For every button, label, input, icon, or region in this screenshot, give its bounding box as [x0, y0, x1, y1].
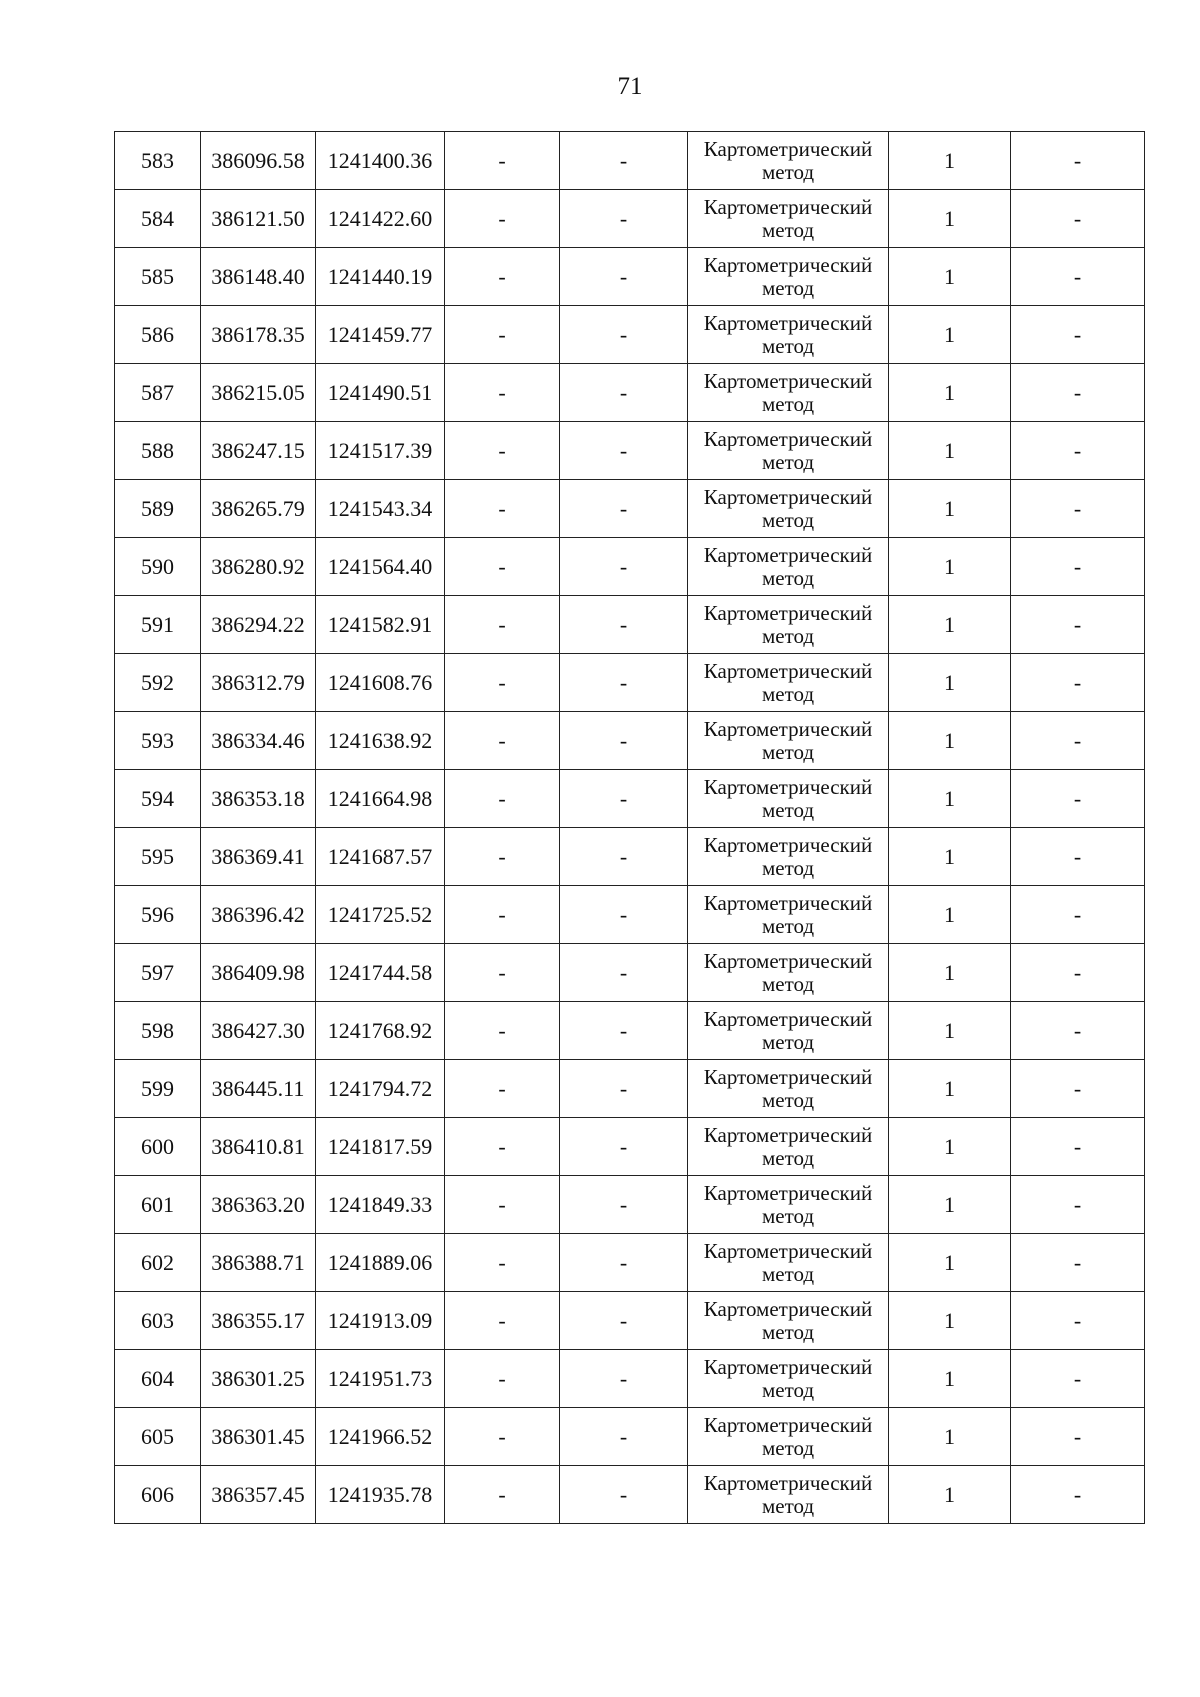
- method-line1: Картометрический: [703, 368, 873, 393]
- x-coordinate-cell: 386388.71: [201, 1234, 316, 1292]
- method-line2: метод: [761, 1087, 815, 1112]
- accuracy-cell: 1: [889, 712, 1011, 770]
- method-line1: Картометрический: [703, 252, 873, 277]
- method-cell: [688, 1234, 889, 1292]
- y-coordinate-cell: 1241664.98: [316, 770, 445, 828]
- method-cell: [688, 190, 889, 248]
- x-coordinate-cell: 386334.46: [201, 712, 316, 770]
- method-line1: Картометрический: [703, 948, 873, 973]
- accuracy-cell: 1: [889, 1350, 1011, 1408]
- column4-cell: -: [445, 1466, 560, 1524]
- method-line1: Картометрический: [703, 832, 873, 857]
- table-row: [115, 1408, 1145, 1466]
- table-row: [115, 828, 1145, 886]
- x-coordinate-cell: 386148.40: [201, 248, 316, 306]
- point-number-cell: 603: [115, 1292, 201, 1350]
- method-cell: [688, 596, 889, 654]
- column8-cell: -: [1011, 190, 1145, 248]
- x-coordinate-cell: 386301.45: [201, 1408, 316, 1466]
- table-row: [115, 770, 1145, 828]
- column5-cell: -: [560, 944, 688, 1002]
- method-line2: метод: [761, 391, 815, 416]
- point-number-cell: 602: [115, 1234, 201, 1292]
- method-line1: Картометрический: [703, 890, 873, 915]
- column4-cell: -: [445, 1060, 560, 1118]
- column5-cell: -: [560, 1292, 688, 1350]
- coordinates-table: [114, 131, 1145, 1524]
- y-coordinate-cell: 1241817.59: [316, 1118, 445, 1176]
- method-cell: [688, 1002, 889, 1060]
- x-coordinate-cell: 386396.42: [201, 886, 316, 944]
- x-coordinate-cell: 386355.17: [201, 1292, 316, 1350]
- method-line2: метод: [761, 1029, 815, 1054]
- method-cell: [688, 364, 889, 422]
- column8-cell: -: [1011, 306, 1145, 364]
- point-number-cell: 601: [115, 1176, 201, 1234]
- column4-cell: -: [445, 190, 560, 248]
- point-number-cell: 589: [115, 480, 201, 538]
- column4-cell: -: [445, 1118, 560, 1176]
- accuracy-cell: 1: [889, 1060, 1011, 1118]
- method-line2: метод: [761, 1203, 815, 1228]
- y-coordinate-cell: 1241687.57: [316, 828, 445, 886]
- point-number-cell: 592: [115, 654, 201, 712]
- accuracy-cell: 1: [889, 364, 1011, 422]
- x-coordinate-cell: 386301.25: [201, 1350, 316, 1408]
- column4-cell: -: [445, 1408, 560, 1466]
- table-row: [115, 480, 1145, 538]
- accuracy-cell: 1: [889, 538, 1011, 596]
- column8-cell: -: [1011, 886, 1145, 944]
- column4-cell: -: [445, 132, 560, 190]
- column8-cell: -: [1011, 1176, 1145, 1234]
- point-number-cell: 596: [115, 886, 201, 944]
- method-line2: метод: [761, 449, 815, 474]
- accuracy-cell: 1: [889, 654, 1011, 712]
- column4-cell: -: [445, 364, 560, 422]
- column4-cell: -: [445, 538, 560, 596]
- method-line2: метод: [761, 623, 815, 648]
- table-row: [115, 1118, 1145, 1176]
- column5-cell: -: [560, 1176, 688, 1234]
- method-line1: Картометрический: [703, 658, 873, 683]
- y-coordinate-cell: 1241913.09: [316, 1292, 445, 1350]
- table-row: [115, 248, 1145, 306]
- point-number-cell: 586: [115, 306, 201, 364]
- point-number-cell: 595: [115, 828, 201, 886]
- column4-cell: -: [445, 828, 560, 886]
- method-cell: [688, 248, 889, 306]
- method-line2: метод: [761, 217, 815, 242]
- column5-cell: -: [560, 1002, 688, 1060]
- table-row: [115, 1060, 1145, 1118]
- y-coordinate-cell: 1241638.92: [316, 712, 445, 770]
- method-line1: Картометрический: [703, 194, 873, 219]
- column5-cell: -: [560, 596, 688, 654]
- accuracy-cell: 1: [889, 422, 1011, 480]
- method-line1: Картометрический: [703, 426, 873, 451]
- accuracy-cell: 1: [889, 944, 1011, 1002]
- method-line1: Картометрический: [703, 1470, 873, 1495]
- accuracy-cell: 1: [889, 248, 1011, 306]
- x-coordinate-cell: 386409.98: [201, 944, 316, 1002]
- table-row: [115, 886, 1145, 944]
- method-cell: [688, 1118, 889, 1176]
- table-row: [115, 712, 1145, 770]
- method-line1: Картометрический: [703, 1412, 873, 1437]
- column5-cell: -: [560, 712, 688, 770]
- column4-cell: -: [445, 596, 560, 654]
- point-number-cell: 585: [115, 248, 201, 306]
- column5-cell: -: [560, 190, 688, 248]
- y-coordinate-cell: 1241935.78: [316, 1466, 445, 1524]
- y-coordinate-cell: 1241517.39: [316, 422, 445, 480]
- x-coordinate-cell: 386121.50: [201, 190, 316, 248]
- column4-cell: -: [445, 480, 560, 538]
- x-coordinate-cell: 386427.30: [201, 1002, 316, 1060]
- method-line2: метод: [761, 797, 815, 822]
- x-coordinate-cell: 386096.58: [201, 132, 316, 190]
- table-row: [115, 654, 1145, 712]
- point-number-cell: 598: [115, 1002, 201, 1060]
- column5-cell: -: [560, 1060, 688, 1118]
- accuracy-cell: 1: [889, 1408, 1011, 1466]
- method-cell: [688, 422, 889, 480]
- y-coordinate-cell: 1241744.58: [316, 944, 445, 1002]
- column5-cell: -: [560, 654, 688, 712]
- method-line1: Картометрический: [703, 600, 873, 625]
- method-line1: Картометрический: [703, 716, 873, 741]
- y-coordinate-cell: 1241400.36: [316, 132, 445, 190]
- column5-cell: -: [560, 248, 688, 306]
- accuracy-cell: 1: [889, 1234, 1011, 1292]
- point-number-cell: 590: [115, 538, 201, 596]
- table-row: [115, 1234, 1145, 1292]
- column8-cell: -: [1011, 1466, 1145, 1524]
- method-line1: Картометрический: [703, 1238, 873, 1263]
- x-coordinate-cell: 386178.35: [201, 306, 316, 364]
- point-number-cell: 606: [115, 1466, 201, 1524]
- accuracy-cell: 1: [889, 132, 1011, 190]
- page-number: 71: [617, 73, 643, 100]
- table-row: [115, 1350, 1145, 1408]
- column8-cell: -: [1011, 1002, 1145, 1060]
- x-coordinate-cell: 386247.15: [201, 422, 316, 480]
- column4-cell: -: [445, 654, 560, 712]
- table-row: [115, 1176, 1145, 1234]
- y-coordinate-cell: 1241889.06: [316, 1234, 445, 1292]
- method-line2: метод: [761, 1493, 815, 1518]
- column4-cell: -: [445, 712, 560, 770]
- x-coordinate-cell: 386357.45: [201, 1466, 316, 1524]
- x-coordinate-cell: 386363.20: [201, 1176, 316, 1234]
- column4-cell: -: [445, 306, 560, 364]
- method-line2: метод: [761, 739, 815, 764]
- method-line1: Картометрический: [703, 136, 873, 161]
- method-line2: метод: [761, 681, 815, 706]
- method-line1: Картометрический: [703, 310, 873, 335]
- accuracy-cell: 1: [889, 480, 1011, 538]
- accuracy-cell: 1: [889, 596, 1011, 654]
- method-line2: метод: [761, 507, 815, 532]
- method-cell: [688, 1466, 889, 1524]
- accuracy-cell: 1: [889, 1466, 1011, 1524]
- accuracy-cell: 1: [889, 828, 1011, 886]
- column5-cell: -: [560, 306, 688, 364]
- method-cell: [688, 886, 889, 944]
- method-cell: [688, 712, 889, 770]
- method-cell: [688, 306, 889, 364]
- method-line2: метод: [761, 159, 815, 184]
- table-row: [115, 132, 1145, 190]
- y-coordinate-cell: 1241768.92: [316, 1002, 445, 1060]
- method-cell: [688, 944, 889, 1002]
- accuracy-cell: 1: [889, 306, 1011, 364]
- column4-cell: -: [445, 886, 560, 944]
- table-row: [115, 364, 1145, 422]
- method-line1: Картометрический: [703, 1064, 873, 1089]
- method-cell: [688, 1292, 889, 1350]
- point-number-cell: 599: [115, 1060, 201, 1118]
- column5-cell: -: [560, 828, 688, 886]
- point-number-cell: 597: [115, 944, 201, 1002]
- method-cell: [688, 538, 889, 596]
- method-line2: метод: [761, 1261, 815, 1286]
- table-row: [115, 1292, 1145, 1350]
- y-coordinate-cell: 1241564.40: [316, 538, 445, 596]
- column4-cell: -: [445, 1176, 560, 1234]
- table-row: [115, 422, 1145, 480]
- x-coordinate-cell: 386353.18: [201, 770, 316, 828]
- point-number-cell: 600: [115, 1118, 201, 1176]
- column8-cell: -: [1011, 712, 1145, 770]
- column8-cell: -: [1011, 1350, 1145, 1408]
- table-row: [115, 538, 1145, 596]
- method-cell: [688, 1060, 889, 1118]
- y-coordinate-cell: 1241440.19: [316, 248, 445, 306]
- point-number-cell: 587: [115, 364, 201, 422]
- method-line2: метод: [761, 275, 815, 300]
- column4-cell: -: [445, 248, 560, 306]
- x-coordinate-cell: 386369.41: [201, 828, 316, 886]
- column8-cell: -: [1011, 828, 1145, 886]
- method-cell: [688, 770, 889, 828]
- point-number-cell: 605: [115, 1408, 201, 1466]
- x-coordinate-cell: 386312.79: [201, 654, 316, 712]
- column5-cell: -: [560, 480, 688, 538]
- column5-cell: -: [560, 886, 688, 944]
- column8-cell: -: [1011, 1408, 1145, 1466]
- x-coordinate-cell: 386265.79: [201, 480, 316, 538]
- accuracy-cell: 1: [889, 770, 1011, 828]
- column8-cell: -: [1011, 132, 1145, 190]
- method-cell: [688, 132, 889, 190]
- column8-cell: -: [1011, 1060, 1145, 1118]
- x-coordinate-cell: 386215.05: [201, 364, 316, 422]
- method-line2: метод: [761, 971, 815, 996]
- point-number-cell: 584: [115, 190, 201, 248]
- method-line1: Картометрический: [703, 484, 873, 509]
- accuracy-cell: 1: [889, 1292, 1011, 1350]
- column8-cell: -: [1011, 1292, 1145, 1350]
- table-row: [115, 306, 1145, 364]
- column8-cell: -: [1011, 364, 1145, 422]
- y-coordinate-cell: 1241582.91: [316, 596, 445, 654]
- method-line1: Картометрический: [703, 1354, 873, 1379]
- column5-cell: -: [560, 364, 688, 422]
- y-coordinate-cell: 1241951.73: [316, 1350, 445, 1408]
- accuracy-cell: 1: [889, 190, 1011, 248]
- column5-cell: -: [560, 1350, 688, 1408]
- column8-cell: -: [1011, 248, 1145, 306]
- method-line2: метод: [761, 333, 815, 358]
- y-coordinate-cell: 1241725.52: [316, 886, 445, 944]
- method-line2: метод: [761, 1145, 815, 1170]
- method-cell: [688, 828, 889, 886]
- method-cell: [688, 1176, 889, 1234]
- column5-cell: -: [560, 1466, 688, 1524]
- column8-cell: -: [1011, 422, 1145, 480]
- y-coordinate-cell: 1241490.51: [316, 364, 445, 422]
- column4-cell: -: [445, 944, 560, 1002]
- method-line1: Картометрический: [703, 542, 873, 567]
- column8-cell: -: [1011, 480, 1145, 538]
- point-number-cell: 594: [115, 770, 201, 828]
- table-row: [115, 1002, 1145, 1060]
- method-line2: метод: [761, 855, 815, 880]
- table-body: [115, 132, 1145, 1524]
- column5-cell: -: [560, 538, 688, 596]
- method-line2: метод: [761, 565, 815, 590]
- column8-cell: -: [1011, 770, 1145, 828]
- method-line1: Картометрический: [703, 1122, 873, 1147]
- y-coordinate-cell: 1241849.33: [316, 1176, 445, 1234]
- y-coordinate-cell: 1241543.34: [316, 480, 445, 538]
- accuracy-cell: 1: [889, 1118, 1011, 1176]
- method-line1: Картометрический: [703, 1006, 873, 1031]
- column8-cell: -: [1011, 944, 1145, 1002]
- column5-cell: -: [560, 422, 688, 480]
- method-line2: метод: [761, 1377, 815, 1402]
- table-row: [115, 1466, 1145, 1524]
- method-line2: метод: [761, 1319, 815, 1344]
- column4-cell: -: [445, 1350, 560, 1408]
- y-coordinate-cell: 1241608.76: [316, 654, 445, 712]
- method-line1: Картометрический: [703, 1180, 873, 1205]
- x-coordinate-cell: 386280.92: [201, 538, 316, 596]
- method-cell: [688, 480, 889, 538]
- y-coordinate-cell: 1241422.60: [316, 190, 445, 248]
- accuracy-cell: 1: [889, 1176, 1011, 1234]
- table-row: [115, 596, 1145, 654]
- method-cell: [688, 1350, 889, 1408]
- x-coordinate-cell: 386445.11: [201, 1060, 316, 1118]
- method-line2: метод: [761, 1435, 815, 1460]
- column5-cell: -: [560, 1408, 688, 1466]
- point-number-cell: 583: [115, 132, 201, 190]
- column5-cell: -: [560, 1118, 688, 1176]
- table-row: [115, 944, 1145, 1002]
- column5-cell: -: [560, 770, 688, 828]
- method-line1: Картометрический: [703, 1296, 873, 1321]
- x-coordinate-cell: 386294.22: [201, 596, 316, 654]
- column4-cell: -: [445, 1234, 560, 1292]
- accuracy-cell: 1: [889, 886, 1011, 944]
- column4-cell: -: [445, 422, 560, 480]
- point-number-cell: 593: [115, 712, 201, 770]
- column8-cell: -: [1011, 654, 1145, 712]
- column5-cell: -: [560, 132, 688, 190]
- accuracy-cell: 1: [889, 1002, 1011, 1060]
- method-line2: метод: [761, 913, 815, 938]
- point-number-cell: 588: [115, 422, 201, 480]
- method-cell: [688, 654, 889, 712]
- y-coordinate-cell: 1241966.52: [316, 1408, 445, 1466]
- y-coordinate-cell: 1241794.72: [316, 1060, 445, 1118]
- column5-cell: -: [560, 1234, 688, 1292]
- column8-cell: -: [1011, 538, 1145, 596]
- point-number-cell: 591: [115, 596, 201, 654]
- column4-cell: -: [445, 770, 560, 828]
- y-coordinate-cell: 1241459.77: [316, 306, 445, 364]
- table-row: [115, 190, 1145, 248]
- column8-cell: -: [1011, 596, 1145, 654]
- method-line1: Картометрический: [703, 774, 873, 799]
- x-coordinate-cell: 386410.81: [201, 1118, 316, 1176]
- point-number-cell: 604: [115, 1350, 201, 1408]
- column8-cell: -: [1011, 1118, 1145, 1176]
- column4-cell: -: [445, 1002, 560, 1060]
- method-cell: [688, 1408, 889, 1466]
- column4-cell: -: [445, 1292, 560, 1350]
- column8-cell: -: [1011, 1234, 1145, 1292]
